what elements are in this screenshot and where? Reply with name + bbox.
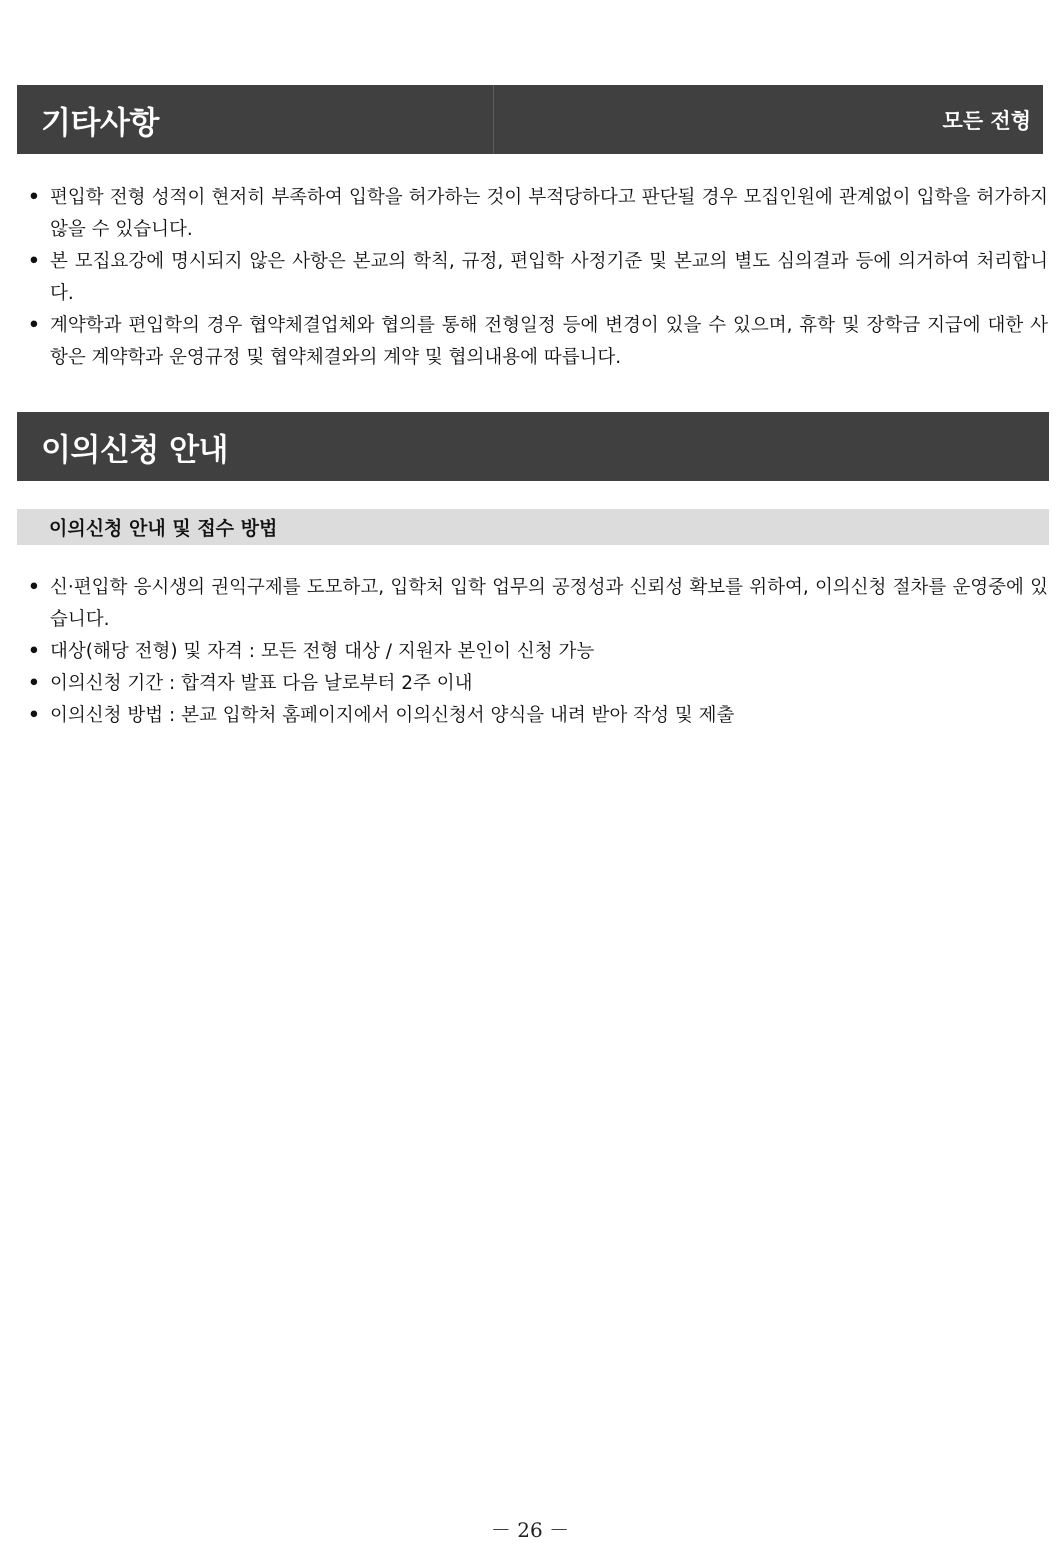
list-item — [28, 700, 1048, 732]
list-item — [28, 246, 1048, 310]
bullet-icon: • — [28, 187, 40, 208]
list-item-text: 본 모집요강에 명시되지 않은 사항은 본교의 학칙, 규정, 편입학 사정기준 및 본교의 별도 심의결과 등에 의거하여 처리합니다. — [50, 251, 1048, 304]
section-tag: 모든 전형 — [942, 108, 1031, 133]
list-item — [28, 310, 1048, 374]
section-header-other — [17, 85, 1043, 154]
list-item-text: 신·편입학 응시생의 권익구제를 도모하고, 입학처 입학 업무의 공정성과 신뢰성 확보를 위하여, 이의신청 절차를 운영중에 있습니다. — [50, 577, 1048, 630]
page-number: － 26 － — [490, 1518, 570, 1542]
section-title: 기타사항 — [41, 105, 159, 141]
list-item-text: 대상(해당 전형) 및 자격 : 모든 전형 대상 / 지원자 본인이 신청 가능 — [50, 641, 595, 662]
bullet-icon: • — [28, 641, 40, 662]
list-item-text: 편입학 전형 성적이 현저히 부족하여 입학을 허가하는 것이 부적당하다고 판단될 경우 모집인원에 관계없이 입학을 허가하지 않을 수 있습니다. — [50, 187, 1048, 240]
other-items-list — [28, 182, 1048, 374]
header-divider — [493, 85, 494, 154]
list-item — [28, 636, 1048, 668]
appeal-subheader — [17, 509, 1049, 545]
bullet-icon: • — [28, 577, 40, 598]
bullet-icon: • — [28, 673, 40, 694]
section-header-appeal — [17, 412, 1049, 481]
list-item — [28, 182, 1048, 246]
appeal-items-list — [28, 572, 1048, 732]
bullet-icon: • — [28, 315, 40, 336]
subheader-label: 이의신청 안내 및 접수 방법 — [49, 517, 278, 540]
section-title: 이의신청 안내 — [41, 432, 228, 468]
list-item — [28, 668, 1048, 700]
list-item — [28, 572, 1048, 636]
list-item-text: 계약학과 편입학의 경우 협약체결업체와 협의를 통해 전형일정 등에 변경이 있을 수 있으며, 휴학 및 장학금 지급에 대한 사항은 계약학과 운영규정 및 협약체결와의 계약 및 협의내용에 따릅니다. — [50, 315, 1048, 368]
bullet-icon: • — [28, 251, 40, 272]
bullet-icon: • — [28, 705, 40, 726]
list-item-text: 이의신청 방법 : 본교 입학처 홈페이지에서 이의신청서 양식을 내려 받아 작성 및 제출 — [50, 705, 735, 726]
list-item-text: 이의신청 기간 : 합격자 발표 다음 날로부터 2주 이내 — [50, 673, 473, 694]
